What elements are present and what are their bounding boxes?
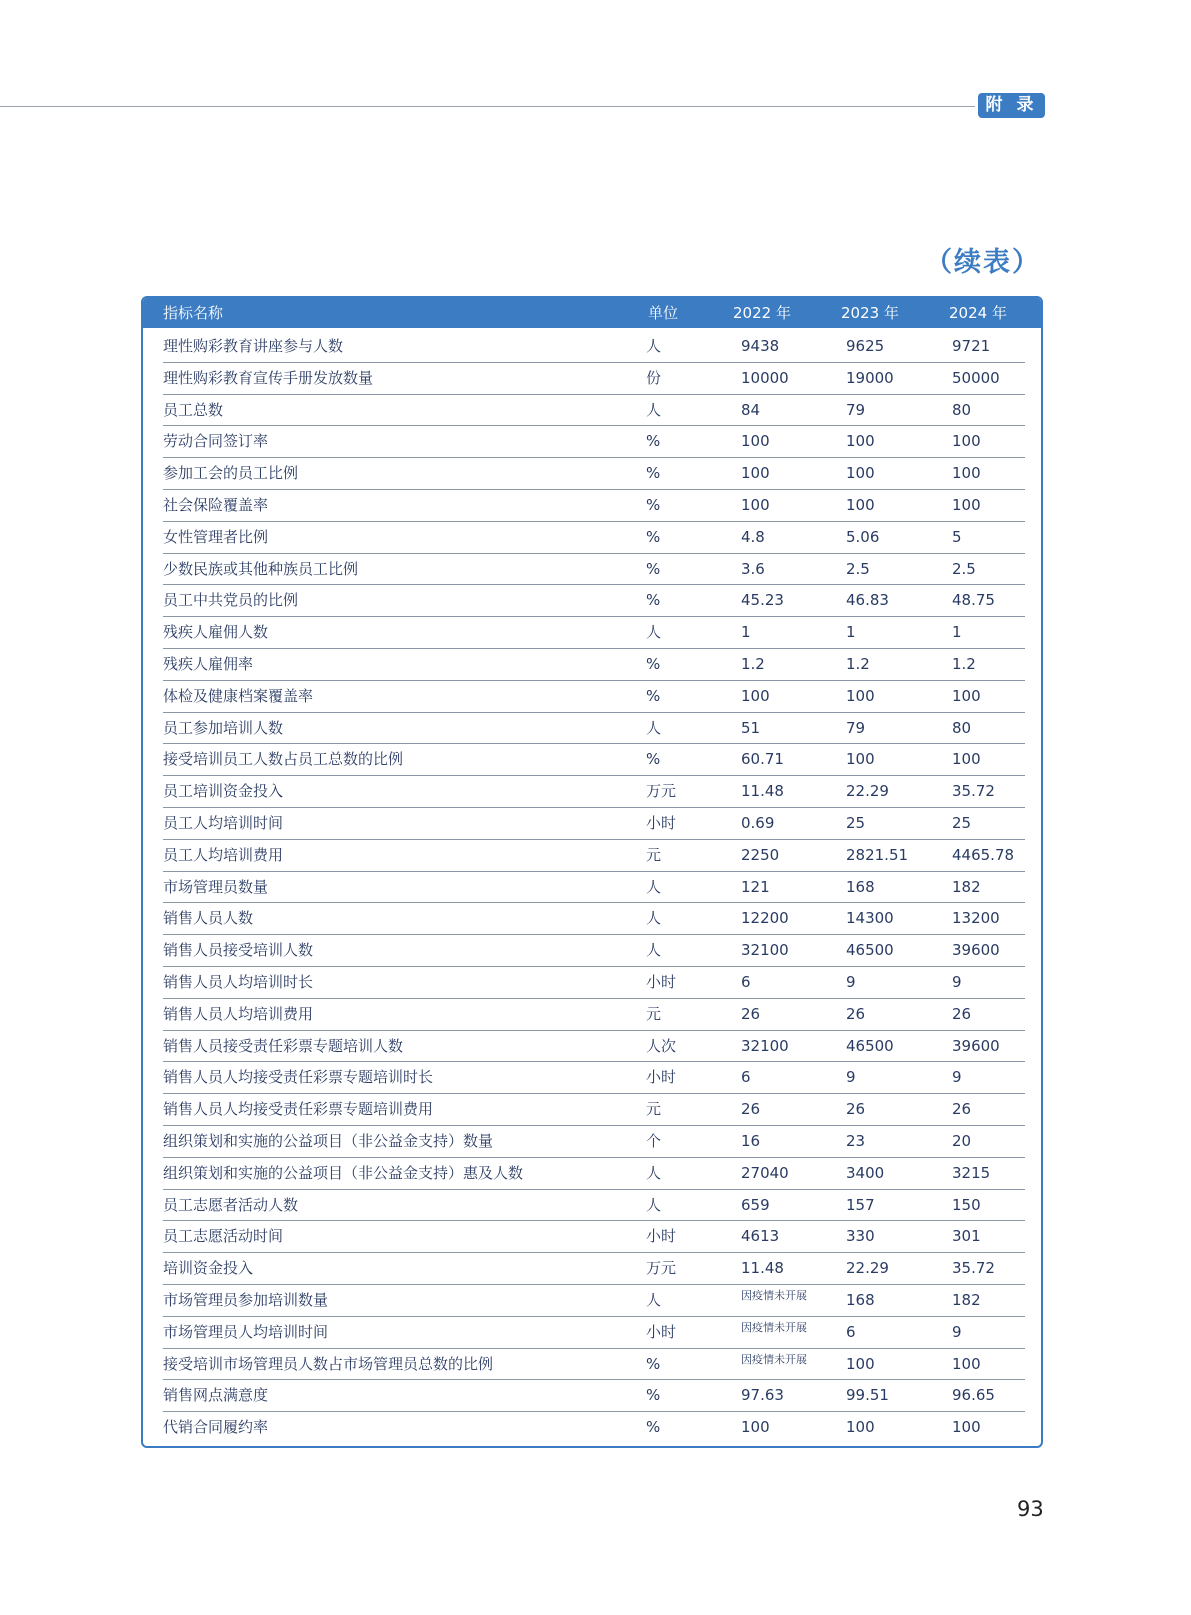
- table-row: [163, 935, 1025, 967]
- cell-2023: 1: [846, 623, 856, 642]
- cell-2022: 11.48: [741, 1259, 784, 1278]
- table-row: [163, 331, 1025, 363]
- cell-2023: 168: [846, 1290, 875, 1309]
- cell-indicator: 销售网点满意度: [163, 1386, 269, 1405]
- cell-2024: 100: [952, 686, 981, 705]
- cell-unit: 份: [646, 368, 662, 387]
- cell-2023: 2.5: [846, 559, 870, 578]
- cell-indicator: 市场管理员人均培训时间: [163, 1322, 329, 1341]
- table-row: [163, 1031, 1025, 1063]
- cell-2022: 16: [741, 1131, 761, 1150]
- cell-2022: 11.48: [741, 782, 784, 801]
- cell-2022: 121: [741, 877, 770, 896]
- cell-2022: 100: [741, 495, 770, 514]
- cell-2023: 9: [846, 1068, 856, 1087]
- cell-2022: 51: [741, 718, 761, 737]
- cell-2023: 100: [846, 750, 875, 769]
- table-row: [163, 1094, 1025, 1126]
- cell-2024: 20: [952, 1131, 972, 1150]
- cell-unit: %: [646, 750, 661, 769]
- cell-indicator: 销售人员人均接受责任彩票专题培训时长: [163, 1068, 434, 1087]
- cell-2022: 4.8: [741, 527, 765, 546]
- cell-2022: 因疫情未开展: [741, 1320, 807, 1334]
- cell-2022: 60.71: [741, 750, 784, 769]
- cell-2022: 27040: [741, 1163, 789, 1182]
- cell-2023: 99.51: [846, 1386, 889, 1405]
- cell-2022: 4613: [741, 1227, 780, 1246]
- cell-unit: %: [646, 654, 661, 673]
- cell-2022: 12200: [741, 909, 789, 928]
- cell-2022: 2250: [741, 845, 780, 864]
- table-row: [163, 967, 1025, 999]
- cell-unit: 人: [646, 623, 662, 642]
- cell-indicator: 员工培训资金投入: [163, 782, 284, 801]
- cell-2022: 1: [741, 623, 751, 642]
- cell-unit: 万元: [646, 1259, 677, 1278]
- cell-2024: 13200: [952, 909, 1000, 928]
- cell-unit: %: [646, 1418, 661, 1437]
- cell-2022: 26: [741, 1004, 761, 1023]
- cell-indicator: 女性管理者比例: [163, 527, 269, 546]
- cell-2022: 6: [741, 1068, 751, 1087]
- cell-2024: 48.75: [952, 591, 995, 610]
- cell-2022: 1.2: [741, 654, 765, 673]
- table-row: [163, 903, 1025, 935]
- cell-indicator: 员工参加培训人数: [163, 718, 284, 737]
- cell-unit: 小时: [646, 1068, 677, 1087]
- cell-indicator: 市场管理员数量: [163, 877, 269, 896]
- cell-indicator: 参加工会的员工比例: [163, 464, 299, 483]
- cell-2023: 46500: [846, 1036, 894, 1055]
- table-row: [163, 395, 1025, 427]
- column-header-2023: 2023 年: [841, 304, 899, 322]
- cell-unit: %: [646, 495, 661, 514]
- cell-unit: %: [646, 686, 661, 705]
- cell-2023: 19000: [846, 368, 894, 387]
- cell-2024: 5: [952, 527, 962, 546]
- table-row: [163, 490, 1025, 522]
- cell-2024: 80: [952, 400, 972, 419]
- cell-2022: 100: [741, 464, 770, 483]
- cell-unit: 人: [646, 877, 662, 896]
- table-row: [163, 1190, 1025, 1222]
- continued-label: （续表）: [925, 247, 1041, 278]
- cell-indicator: 销售人员人数: [163, 909, 254, 928]
- cell-unit: 人: [646, 941, 662, 960]
- cell-unit: 人: [646, 337, 662, 355]
- table-row: [163, 1317, 1025, 1349]
- table-row: [163, 426, 1025, 458]
- cell-unit: 人: [646, 1195, 662, 1214]
- cell-2023: 100: [846, 1418, 875, 1437]
- cell-2022: 100: [741, 432, 770, 451]
- cell-2024: 4465.78: [952, 845, 1015, 864]
- cell-2024: 35.72: [952, 782, 995, 801]
- cell-2024: 50000: [952, 368, 1000, 387]
- cell-2023: 5.06: [846, 527, 880, 546]
- cell-2023: 100: [846, 1354, 875, 1373]
- table-row: [163, 363, 1025, 395]
- cell-2023: 26: [846, 1004, 866, 1023]
- cell-2023: 25: [846, 813, 866, 832]
- cell-2024: 39600: [952, 941, 1000, 960]
- cell-2024: 182: [952, 1290, 981, 1309]
- header-rule: [0, 106, 975, 107]
- cell-indicator: 残疾人雇佣率: [163, 654, 254, 673]
- cell-unit: 人次: [646, 1036, 677, 1055]
- table-row: [163, 872, 1025, 904]
- cell-unit: %: [646, 1354, 661, 1373]
- cell-2023: 9: [846, 972, 856, 991]
- cell-2023: 14300: [846, 909, 894, 928]
- cell-unit: 小时: [646, 813, 677, 832]
- cell-2022: 100: [741, 686, 770, 705]
- cell-2024: 9: [952, 1068, 962, 1087]
- cell-2023: 2821.51: [846, 845, 909, 864]
- table-row: [163, 713, 1025, 745]
- cell-2023: 100: [846, 495, 875, 514]
- cell-indicator: 理性购彩教育讲座参与人数: [163, 337, 344, 355]
- cell-indicator: 销售人员人均培训费用: [163, 1004, 314, 1023]
- cell-2024: 9: [952, 972, 962, 991]
- table-row: [163, 1349, 1025, 1381]
- cell-indicator: 员工人均培训时间: [163, 813, 284, 832]
- cell-2024: 2.5: [952, 559, 976, 578]
- cell-unit: 人: [646, 718, 662, 737]
- cell-indicator: 劳动合同签订率: [163, 432, 269, 451]
- cell-unit: %: [646, 432, 661, 451]
- table-row: [163, 808, 1025, 840]
- cell-2024: 9721: [952, 337, 991, 355]
- cell-2023: 79: [846, 718, 866, 737]
- cell-2024: 35.72: [952, 1259, 995, 1278]
- table-row: [163, 840, 1025, 872]
- cell-2023: 26: [846, 1100, 866, 1119]
- cell-2022: 659: [741, 1195, 770, 1214]
- cell-indicator: 体检及健康档案覆盖率: [163, 686, 314, 705]
- cell-indicator: 员工人均培训费用: [163, 845, 284, 864]
- cell-2022: 9438: [741, 337, 780, 355]
- cell-unit: 人: [646, 1290, 662, 1309]
- cell-2022: 100: [741, 1418, 770, 1437]
- column-header-2022: 2022 年: [733, 304, 791, 322]
- cell-2022: 因疫情未开展: [741, 1288, 807, 1302]
- cell-2022: 84: [741, 400, 761, 419]
- cell-indicator: 组织策划和实施的公益项目（非公益金支持）数量: [163, 1131, 494, 1150]
- column-header-unit: 单位: [648, 304, 679, 322]
- cell-unit: 个: [646, 1131, 662, 1150]
- cell-2024: 26: [952, 1100, 972, 1119]
- cell-unit: 小时: [646, 1227, 677, 1246]
- cell-2024: 96.65: [952, 1386, 995, 1405]
- table-row: [163, 1285, 1025, 1317]
- cell-2023: 22.29: [846, 1259, 889, 1278]
- cell-2023: 100: [846, 432, 875, 451]
- table-header: [143, 298, 1041, 328]
- cell-2022: 0.69: [741, 813, 775, 832]
- cell-2024: 25: [952, 813, 972, 832]
- cell-2023: 3400: [846, 1163, 885, 1182]
- cell-2024: 150: [952, 1195, 981, 1214]
- table-row: [163, 776, 1025, 808]
- cell-indicator: 代销合同履约率: [163, 1418, 269, 1437]
- cell-unit: 人: [646, 909, 662, 928]
- cell-indicator: 理性购彩教育宣传手册发放数量: [163, 368, 374, 387]
- cell-2024: 100: [952, 750, 981, 769]
- section-tag: 附 录: [978, 93, 1045, 118]
- cell-2024: 301: [952, 1227, 981, 1246]
- cell-unit: 元: [646, 1004, 662, 1023]
- cell-2022: 6: [741, 972, 751, 991]
- cell-indicator: 销售人员人均接受责任彩票专题培训费用: [163, 1100, 434, 1119]
- cell-unit: 小时: [646, 1322, 677, 1341]
- cell-2022: 32100: [741, 1036, 789, 1055]
- cell-indicator: 残疾人雇佣人数: [163, 623, 269, 642]
- cell-unit: %: [646, 559, 661, 578]
- cell-2022: 45.23: [741, 591, 784, 610]
- cell-indicator: 少数民族或其他种族员工比例: [163, 559, 359, 578]
- cell-2023: 100: [846, 464, 875, 483]
- table-row: [163, 1126, 1025, 1158]
- cell-indicator: 培训资金投入: [163, 1259, 254, 1278]
- table-row: [163, 649, 1025, 681]
- table-row: [163, 1253, 1025, 1285]
- cell-2023: 168: [846, 877, 875, 896]
- cell-2022: 3.6: [741, 559, 765, 578]
- cell-2023: 1.2: [846, 654, 870, 673]
- cell-unit: %: [646, 1386, 661, 1405]
- cell-indicator: 社会保险覆盖率: [163, 495, 269, 514]
- cell-unit: 元: [646, 1100, 662, 1119]
- table-row: [163, 744, 1025, 776]
- cell-indicator: 销售人员接受培训人数: [163, 941, 314, 960]
- cell-unit: %: [646, 464, 661, 483]
- cell-2023: 6: [846, 1322, 856, 1341]
- cell-2024: 9: [952, 1322, 962, 1341]
- table-row: [163, 1380, 1025, 1412]
- cell-unit: 人: [646, 400, 662, 419]
- cell-2024: 182: [952, 877, 981, 896]
- cell-indicator: 员工志愿者活动人数: [163, 1195, 299, 1214]
- table-row: [163, 554, 1025, 586]
- cell-indicator: 市场管理员参加培训数量: [163, 1290, 329, 1309]
- cell-2024: 100: [952, 1418, 981, 1437]
- cell-2024: 3215: [952, 1163, 991, 1182]
- cell-2024: 100: [952, 464, 981, 483]
- table-body: [163, 331, 1025, 1444]
- column-header-2024: 2024 年: [949, 304, 1007, 322]
- cell-2024: 26: [952, 1004, 972, 1023]
- cell-indicator: 员工中共党员的比例: [163, 591, 299, 610]
- cell-2023: 79: [846, 400, 866, 419]
- table-row: [163, 999, 1025, 1031]
- cell-unit: %: [646, 527, 661, 546]
- cell-indicator: 销售人员人均培训时长: [163, 972, 314, 991]
- table-row: [163, 1412, 1025, 1444]
- cell-2022: 26: [741, 1100, 761, 1119]
- table-row: [163, 458, 1025, 490]
- table-row: [163, 585, 1025, 617]
- page-number: 93: [1017, 1497, 1044, 1521]
- cell-unit: 小时: [646, 972, 677, 991]
- cell-unit: 人: [646, 1163, 662, 1182]
- cell-2024: 1.2: [952, 654, 976, 673]
- cell-2023: 157: [846, 1195, 875, 1214]
- cell-unit: %: [646, 591, 661, 610]
- cell-unit: 元: [646, 845, 662, 864]
- cell-indicator: 销售人员接受责任彩票专题培训人数: [163, 1036, 404, 1055]
- table-row: [163, 1062, 1025, 1094]
- cell-2024: 80: [952, 718, 972, 737]
- cell-2023: 9625: [846, 337, 885, 355]
- cell-2024: 100: [952, 1354, 981, 1373]
- cell-2023: 100: [846, 686, 875, 705]
- table-row: [163, 617, 1025, 649]
- cell-2023: 23: [846, 1131, 866, 1150]
- cell-indicator: 组织策划和实施的公益项目（非公益金支持）惠及人数: [163, 1163, 524, 1182]
- table-row: [163, 1221, 1025, 1253]
- cell-2023: 46500: [846, 941, 894, 960]
- cell-2024: 100: [952, 495, 981, 514]
- cell-2023: 330: [846, 1227, 875, 1246]
- cell-indicator: 接受培训市场管理员人数占市场管理员总数的比例: [163, 1354, 494, 1373]
- cell-2023: 46.83: [846, 591, 889, 610]
- cell-unit: 万元: [646, 782, 677, 801]
- cell-2024: 100: [952, 432, 981, 451]
- cell-2022: 因疫情未开展: [741, 1352, 807, 1366]
- cell-2024: 1: [952, 623, 962, 642]
- cell-indicator: 员工志愿活动时间: [163, 1227, 284, 1246]
- cell-2022: 97.63: [741, 1386, 784, 1405]
- table-row: [163, 681, 1025, 713]
- cell-2024: 39600: [952, 1036, 1000, 1055]
- column-header-name: 指标名称: [163, 304, 224, 322]
- cell-2023: 22.29: [846, 782, 889, 801]
- cell-indicator: 员工总数: [163, 400, 224, 419]
- cell-2022: 32100: [741, 941, 789, 960]
- table-row: [163, 1158, 1025, 1190]
- table-row: [163, 522, 1025, 554]
- cell-indicator: 接受培训员工人数占员工总数的比例: [163, 750, 404, 769]
- data-table: [141, 296, 1043, 1448]
- cell-2022: 10000: [741, 368, 789, 387]
